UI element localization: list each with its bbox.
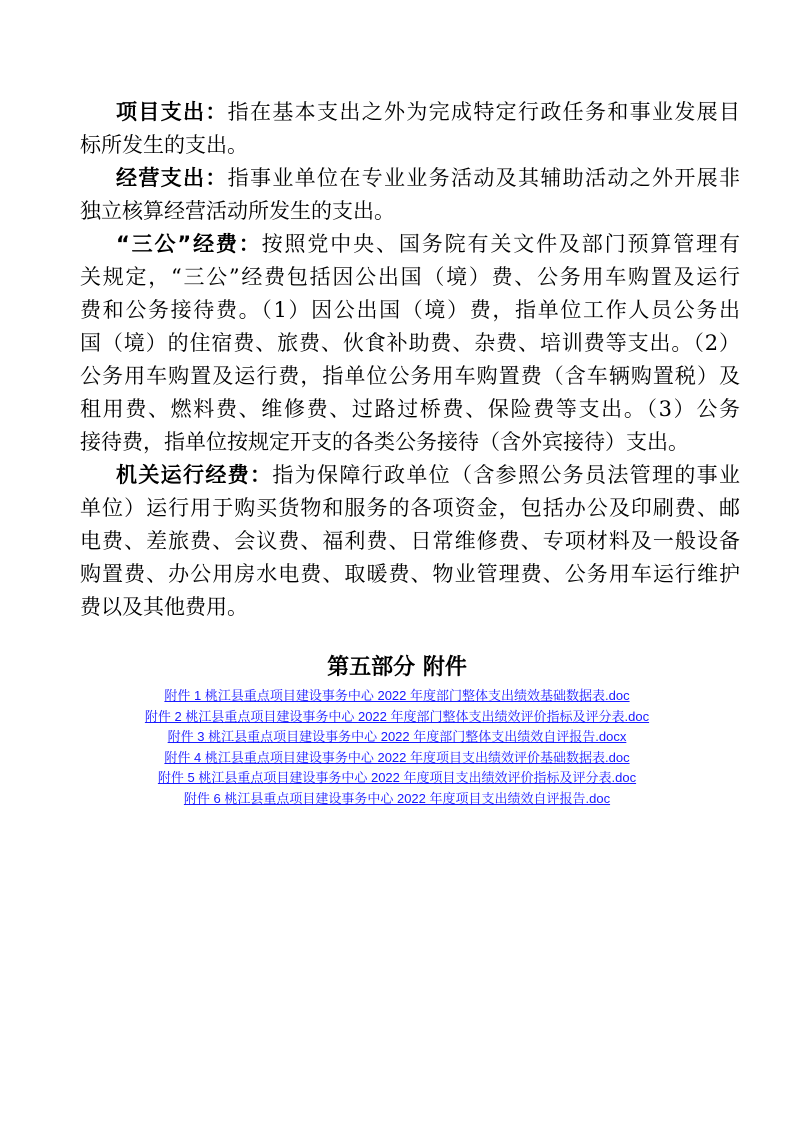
paragraph-line: 关规定，“三公”经费包括因公出国（境）费、公务用车购置及运行 bbox=[80, 265, 740, 289]
paragraph-project-expenditure bbox=[80, 96, 740, 162]
term-label: 项目支出： bbox=[116, 100, 228, 124]
attachment-link-4[interactable]: 附件 4 桃江县重点项目建设事务中心 2022 年度项目支出绩效评价基础数据表.doc bbox=[164, 749, 630, 765]
section-heading: 第五部分 附件 bbox=[327, 655, 467, 680]
paragraph-line bbox=[80, 96, 740, 129]
attachment-link-5[interactable]: 附件 5 桃江县重点项目建设事务中心 2022 年度项目支出绩效评价指标及评分表.doc bbox=[157, 770, 637, 785]
document-body bbox=[80, 96, 740, 624]
paragraph-line: 接待费，指单位按规定开支的各类公务接待（含外宾接待）支出。 bbox=[80, 430, 689, 454]
attachment-link-6[interactable]: 附件 6 桃江县重点项目建设事务中心 2022 年度项目支出绩效自评报告.doc bbox=[183, 790, 611, 806]
paragraph-line: 费和公务接待费。（1）因公出国（境）费，指单位工作人员公务出 bbox=[80, 298, 740, 322]
paragraph-operating-expenditure bbox=[80, 162, 740, 228]
term-label: 经营支出： bbox=[116, 166, 228, 190]
line-text: 指事业单位在专业业务活动及其辅助活动之外开展非 bbox=[227, 166, 741, 190]
paragraph-line: 购置费、办公用房水电费、取暖费、物业管理费、公务用车运行维护 bbox=[80, 562, 740, 586]
paragraph-line: 单位）运行用于购买货物和服务的各项资金，包括办公及印刷费、邮 bbox=[80, 496, 740, 520]
paragraph-line: 标所发生的支出。 bbox=[80, 133, 248, 157]
line-text: 指在基本支出之外为完成特定行政任务和事业发展目 bbox=[227, 100, 741, 124]
paragraph-agency-operating-funds bbox=[80, 459, 740, 624]
paragraph-line bbox=[80, 459, 740, 492]
paragraph-line: 独立核算经营活动所发生的支出。 bbox=[80, 199, 395, 223]
attachment-link-3[interactable]: 附件 3 桃江县重点项目建设事务中心 2022 年度部门整体支出绩效自评报告.docx bbox=[167, 729, 627, 744]
line-text: 指为保障行政单位（含参照公务员法管理的事业 bbox=[272, 463, 741, 487]
term-label: 机关运行经费： bbox=[116, 463, 273, 487]
attachment-link-2[interactable]: 附件 2 桃江县重点项目建设事务中心 2022 年度部门整体支出绩效评价指标及评分表.doc bbox=[144, 708, 650, 724]
term-label: “三公”经费： bbox=[116, 232, 262, 256]
attachment-link-1[interactable]: 附件 1 桃江县重点项目建设事务中心 2022 年度部门整体支出绩效基础数据表.doc bbox=[164, 688, 630, 703]
paragraph-line: 电费、差旅费、会议费、福利费、日常维修费、专项材料及一般设备 bbox=[80, 529, 740, 553]
attachment-list bbox=[0, 686, 794, 809]
line-text: 按照党中央、国务院有关文件及部门预算管理有 bbox=[261, 232, 740, 256]
paragraph-line bbox=[80, 228, 740, 261]
paragraph-line: 国（境）的住宿费、旅费、伙食补助费、杂费、培训费等支出。（2） bbox=[80, 331, 740, 355]
paragraph-line: 公务用车购置及运行费，指单位公务用车购置费（含车辆购置税）及 bbox=[80, 364, 740, 388]
paragraph-line bbox=[80, 162, 740, 195]
paragraph-three-public-expenses bbox=[80, 228, 740, 459]
paragraph-line: 费以及其他费用。 bbox=[80, 595, 248, 619]
paragraph-line: 租用费、燃料费、维修费、过路过桥费、保险费等支出。（3）公务 bbox=[80, 397, 740, 421]
